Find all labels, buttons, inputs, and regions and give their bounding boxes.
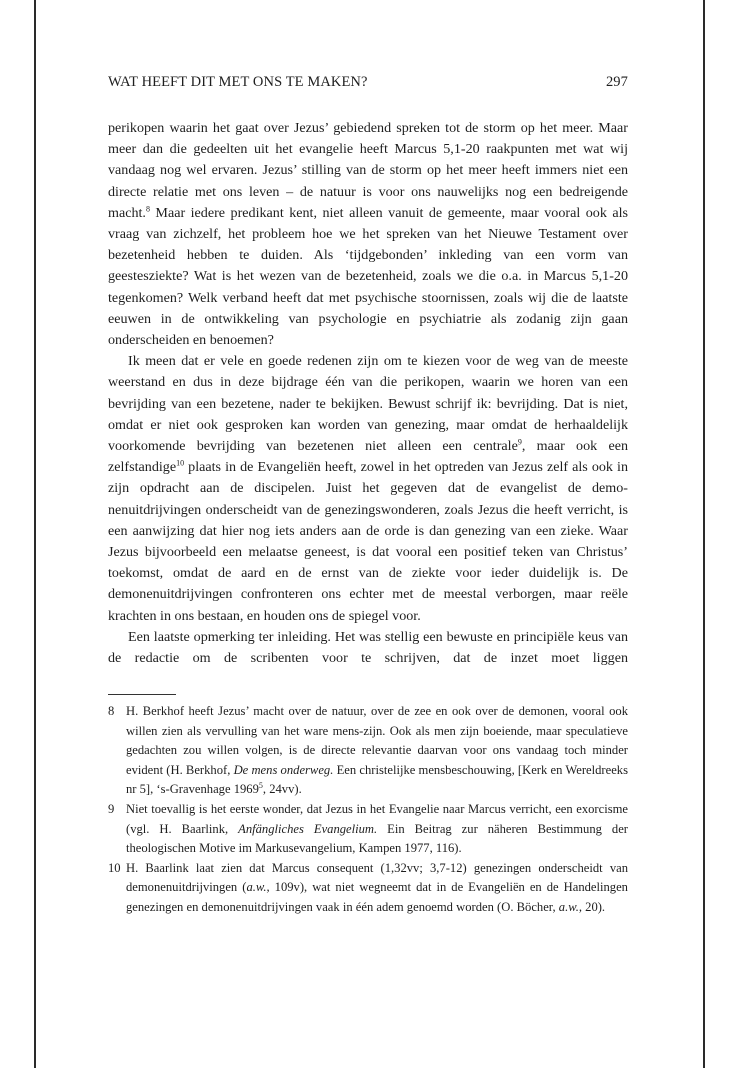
footnote-ref-9[interactable]: 9: [517, 437, 522, 447]
footnote-9-text-a: Niet toevallig is het eerste wonder, dat Jezus in het Evangelie naar Marcus verricht, een exorcisme (vgl. H. Baarlink,: [126, 801, 628, 836]
footnote-number: 8: [108, 704, 115, 718]
footnote-10-text-a: H. Baarlink laat zien dat Marcus consequent (1,32vv; 3,7-12) genezingen onderscheidt van demonenuitdrijvingen (: [126, 860, 628, 895]
footnote-separator: [108, 694, 176, 695]
paragraph-2-text-c: plaats in de Evangeliën heeft, zowel in het optreden van Jezus zelf als ook in zijn opdracht aan de discipelen. Juist het gegeven dat de evangelist de demonenuitdrijvingen onderscheidt van de genezingswonderen, zoals Jezus die heeft verricht, is een aanwijzing dat hier nog iets anders aan de orde is dan genezing van een zieke. Waar Jezus bijvoorbeeld een melaatse geneest, is dat vooral een positief teken van Christus’ toekomst, omdat de aard en de ernst van de ziekte voor ieder duidelijk is. De demonenuitdrijvingen confronteren ons echter met de meestal verborgen, maar reële krachten in ons bestaan, en houden ons de spiegel voor.: [108, 459, 628, 624]
footnote-8: [108, 702, 628, 800]
footnote-9-italic: Anfängliches Evangelium.: [238, 821, 378, 836]
footnote-10-text-b: 109v), wat niet wegneemt dat in de Evangeliën en de Handelingen genezingen en demonenuitdrijvingen vaak in één adem genoemd worden (O. Böcher,: [126, 880, 628, 914]
footnote-number: 10: [108, 860, 121, 875]
paragraph-3: Een laatste opmerking ter inleiding. Het was stellig een bewuste en principiële keus van de redactie om de scribenten voor te schrijven, dat de inzet moet liggen: [108, 628, 628, 667]
footnotes: [108, 702, 628, 918]
footnote-number: 9: [108, 801, 115, 816]
page-right-edge: [703, 0, 705, 1068]
footnote-ref-10[interactable]: 10: [176, 458, 185, 468]
body-text: [108, 118, 628, 669]
paragraph-2-text-a: Ik meen dat er vele en goede redenen zijn om te kiezen voor de weg van de meeste weerstand en dus in deze bijdrage één van die perikopen, waarin we horen van een bevrijding van een bezetene, nader te bekijken. Bewust schrijf ik: bevrijding. Dat is niet, omdat er niet ook gesproken kan worden van genezing, maar omdat de herhaaldelijk voorkomende bevrijding van bezetenen niet alleen een centrale: [108, 353, 628, 455]
paragraph-2: [108, 351, 628, 627]
footnote-8-text-c: , 24vv).: [262, 782, 302, 797]
footnote-9: [108, 800, 628, 859]
footnote-10-text-c: 20).: [582, 899, 606, 914]
page-left-edge: [34, 0, 36, 1068]
footnote-10: [108, 859, 628, 918]
paragraph-2-text-b: , maar ook een zelfstandige: [108, 438, 629, 476]
paragraph-1-text-a: perikopen waarin het gaat over Jezus’ gebiedend spreken tot de storm op het meer. Maar meer dan die gedeelten uit het evangelie heeft Marcus 5,1-20 raakpunten met wat wij vandaag nog wel ervaren. Jezus’ stilling van de storm op het meer heeft immers niet een directe relatie met ons leven – de natuur is voor ons nauwelijks nog een bedreigende macht.: [108, 120, 628, 221]
footnote-10-italic-b: a.w.,: [558, 899, 582, 914]
footnote-8-superscript: 5: [258, 781, 263, 791]
footnote-9-text-b: Ein Beitrag zur näheren Bestimmung der theologischen Motive im Markusevangelium, Kampen 1977, 116).: [126, 821, 628, 856]
running-header-title: WAT HEEFT DIT MET ONS TE MAKEN?: [108, 74, 368, 90]
footnote-10-italic-a: a.w.,: [246, 880, 270, 895]
paragraph-1-text-b: Maar iedere predikant kent, niet alleen vanuit de gemeente, maar vooral ook als vraag van zichzelf, het probleem hoe we het spreken van het Nieuwe Testament over bezetenheid hebben te duiden. Als ‘tijdgebonden’ inkleding van een vorm van geestesziekte? Wat is het wezen van de bezetenheid, zoals we die o.a. in Marcus 5,1-20 tegenkomen? Welk verband heeft dat met psychische stoornissen, zoals wij die de laatste eeuwen in de ontwikkeling van psychologie en psychiatrie als zodanig zijn gaan onderscheiden en benoemen?: [108, 204, 628, 349]
footnote-8-text-a: H. Berkhof heeft Jezus’ macht over de natuur, over de zee en ook over de demonen, vooral ook willen zien als vervulling van het ware mens-zijn. Ook als men zijn boeiende, maar speculatieve gedachten zou willen volgen, is de directe relevantie daarvan voor ons vandaag toch minder evident (H. Berkhof,: [126, 704, 628, 777]
footnote-8-text-b: Een christelijke mensbeschouwing, [Kerk en Wereldreeks nr 5], ‘s-Gravenhage 1969: [126, 762, 628, 797]
paragraph-1: [108, 118, 628, 351]
page-number: 297: [605, 74, 628, 90]
footnote-ref-8[interactable]: 8: [145, 204, 150, 214]
footnote-8-italic: De mens onderweg.: [233, 762, 334, 777]
